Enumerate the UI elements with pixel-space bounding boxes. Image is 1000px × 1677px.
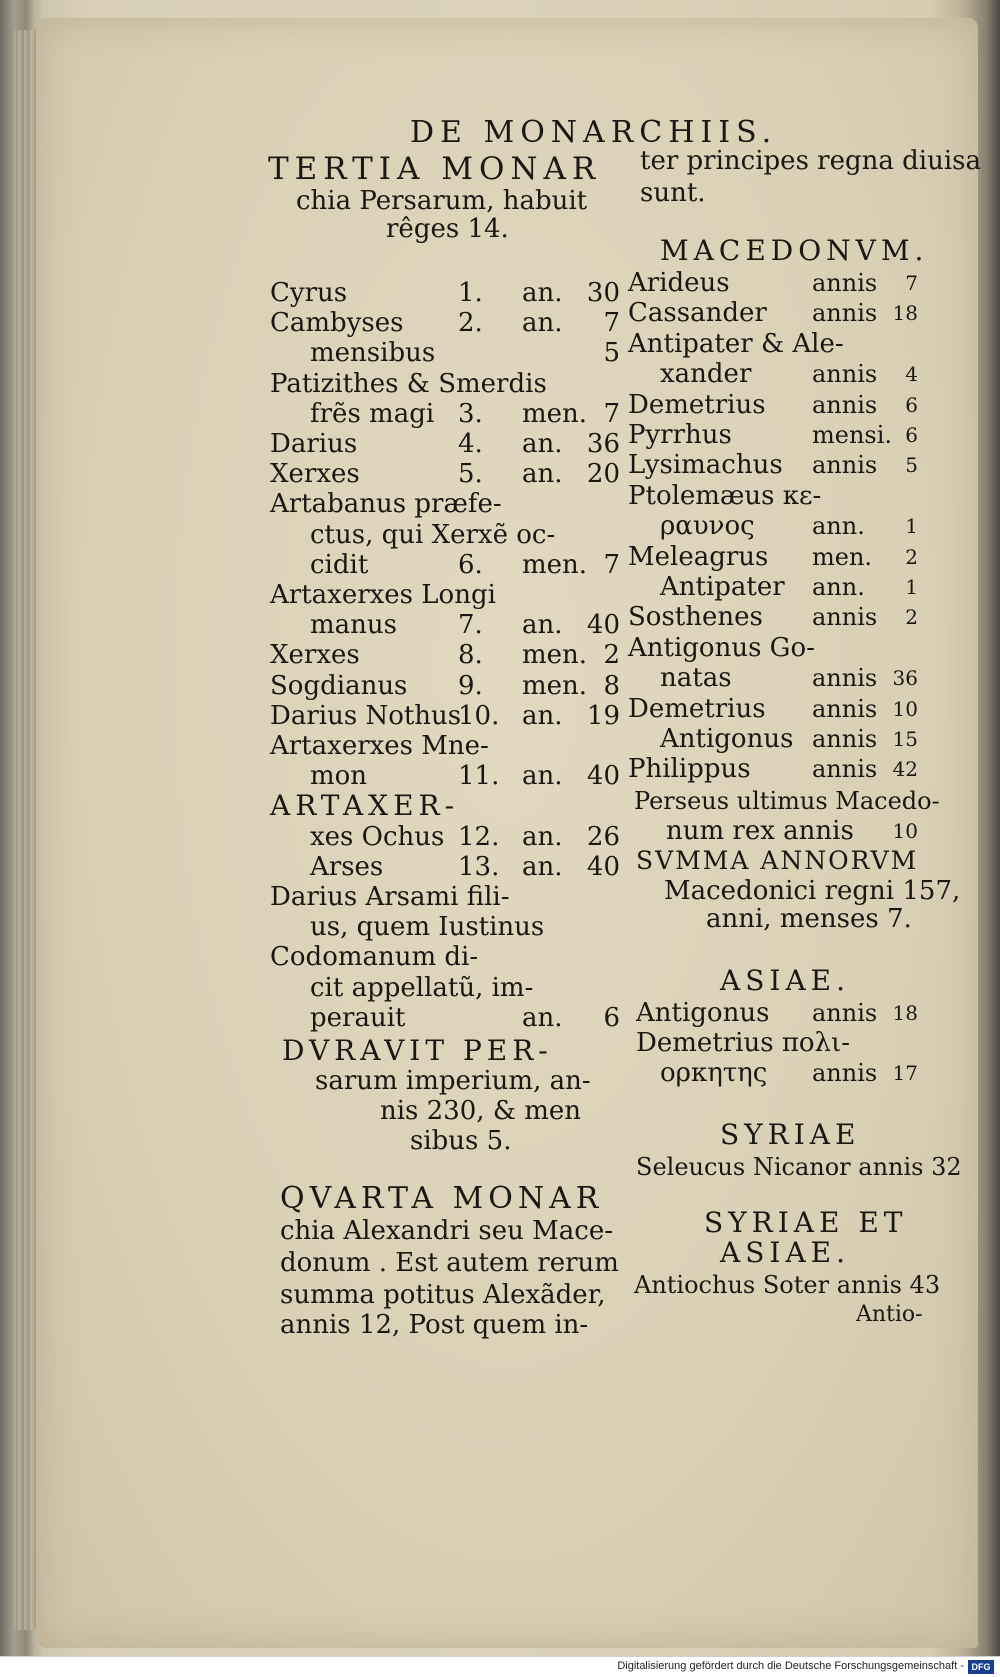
macedonian-king-unit: annis xyxy=(812,664,878,693)
persian-king-name: Artaxerxes Mne- xyxy=(270,731,489,761)
macedonian-king-value: 1 xyxy=(905,575,918,599)
macedonian-king-unit: annis xyxy=(812,725,878,753)
asiae-king-name: ορκητης xyxy=(660,1058,768,1088)
macedonian-king-value: 36 xyxy=(892,666,918,691)
macedonian-king-name: Antipater & Ale- xyxy=(628,328,844,359)
macedonian-king-name: Antigonus Go- xyxy=(628,632,815,663)
persian-king-value: 26 xyxy=(586,821,620,852)
persian-king-name: mensibus xyxy=(310,338,436,369)
macedonian-king-unit: ann. xyxy=(812,573,865,601)
persian-king-unit: an. xyxy=(522,459,563,490)
macedonian-king-value: 1 xyxy=(905,514,918,539)
macedonian-king-value: 7 xyxy=(905,271,918,295)
heading-syriae-et-line2: ASIAE. xyxy=(720,1236,851,1269)
persian-king-unit: an. xyxy=(522,610,563,641)
persian-king-ordinal: 2. xyxy=(458,308,483,339)
persian-king-value: 7 xyxy=(603,549,620,580)
persian-king-name: Darius xyxy=(270,429,358,459)
macedonian-king-name: xander xyxy=(660,359,752,390)
persian-king-value: 36 xyxy=(586,429,620,459)
persian-king-value: 20 xyxy=(586,459,620,490)
quarta-line1: QVARTA MONAR xyxy=(280,1181,604,1216)
durauit-line3: nis 230, & men xyxy=(380,1096,582,1126)
heading-asiae: ASIAE. xyxy=(720,964,851,997)
persian-king-unit: an. xyxy=(522,761,563,792)
persian-king-value: 19 xyxy=(586,700,620,731)
persian-king-name: Artaxerxes Longi xyxy=(270,580,496,610)
persian-king-ordinal: 1. xyxy=(458,278,483,308)
quarta-line2: chia Alexandri seu Mace- xyxy=(280,1216,614,1246)
persian-king-ordinal: 13. xyxy=(458,851,500,882)
syriae-row: Seleucus Nicanor annis 32 xyxy=(636,1153,962,1181)
heading-tertia-line2: chia Persarum, habuit xyxy=(296,186,588,216)
right-top-line2: sunt. xyxy=(640,178,706,208)
persian-king-ordinal: 11. xyxy=(458,761,500,792)
persian-king-name: Cyrus xyxy=(270,278,348,308)
persian-king-value: 30 xyxy=(586,278,620,308)
persian-king-name: cit appellatũ, im- xyxy=(310,972,534,1003)
persian-king-unit: an. xyxy=(522,429,563,459)
heading-macedonum: MACEDONVM. xyxy=(660,234,929,267)
perseus-years: 10 xyxy=(892,819,918,843)
persian-king-name: frẽs magi xyxy=(310,398,435,429)
persian-king-value: 8 xyxy=(603,670,620,701)
persian-king-value: 5 xyxy=(603,338,620,369)
book-page-edges xyxy=(14,30,40,1630)
persian-king-value: 7 xyxy=(603,308,620,339)
persian-king-ordinal: 6. xyxy=(458,549,483,580)
summa-line3: anni, menses 7. xyxy=(706,904,912,934)
persian-king-name: Xerxes xyxy=(270,459,360,490)
persian-king-ordinal: 4. xyxy=(458,429,483,459)
macedonian-king-name: Demetrius xyxy=(628,693,766,724)
macedonian-king-unit: ann. xyxy=(812,512,865,541)
macedonian-king-name: Ptolemæus κε- xyxy=(628,480,822,511)
macedonian-king-value: 18 xyxy=(892,301,918,326)
heading-tertia-line3: rêges 14. xyxy=(386,214,509,244)
perseus-line2: num rex annis xyxy=(666,816,854,846)
macedonian-king-unit: annis xyxy=(812,694,878,723)
persian-king-ordinal: 7. xyxy=(458,610,483,641)
macedonian-king-name: ραυνος xyxy=(660,511,755,542)
persian-king-unit: men. xyxy=(522,549,588,580)
persian-king-unit: men. xyxy=(522,670,588,701)
macedonian-king-unit: annis xyxy=(812,299,878,328)
persian-king-name: Arses xyxy=(310,851,384,882)
persian-king-unit: an. xyxy=(522,851,563,882)
persian-king-unit: an. xyxy=(522,700,563,731)
persian-king-value: 40 xyxy=(586,761,620,792)
asiae-king-value: 18 xyxy=(892,1001,918,1025)
footer-credit: Digitalisierung gefördert durch die Deutsche Forschungsgemeinschaft - xyxy=(617,1660,964,1672)
persian-king-name: Codomanum di- xyxy=(270,942,479,973)
persian-king-name: Darius Arsami fili- xyxy=(270,882,510,912)
macedonian-king-unit: annis xyxy=(812,269,878,297)
quarta-line4: summa potitus Alexãder, xyxy=(280,1280,606,1310)
perseus-line1: Perseus ultimus Macedo- xyxy=(634,787,940,815)
macedonian-king-value: 15 xyxy=(892,727,918,751)
persian-king-value: 40 xyxy=(586,851,620,882)
durauit-line2: sarum imperium, an- xyxy=(315,1066,591,1096)
digitization-footer xyxy=(0,1656,1000,1677)
persian-king-unit: an. xyxy=(522,1002,563,1033)
macedonian-king-unit: mensi. xyxy=(812,421,893,449)
persian-king-name: xes Ochus xyxy=(310,821,445,852)
macedonian-king-name: Pyrrhus xyxy=(628,420,732,450)
macedonian-king-name: Philippus xyxy=(628,754,751,785)
catchword: Antio- xyxy=(856,1302,923,1327)
macedonian-king-name: Arideus xyxy=(628,268,730,298)
macedonian-king-unit: annis xyxy=(812,390,878,419)
right-top-line1: ter principes regna diuisa xyxy=(640,146,982,176)
macedonian-king-name: Sosthenes xyxy=(628,602,763,633)
persian-king-unit: an. xyxy=(522,821,563,852)
persian-king-name: manus xyxy=(310,610,397,641)
macedonian-king-name: natas xyxy=(660,663,732,694)
running-head: DE MONARCHIIS. xyxy=(410,115,778,150)
macedonian-king-unit: men. xyxy=(812,542,873,571)
macedonian-king-value: 2 xyxy=(905,605,918,630)
macedonian-king-value: 6 xyxy=(905,392,918,417)
asiae-king-name: Antigonus xyxy=(636,998,770,1028)
persian-king-unit: an. xyxy=(522,278,563,308)
persian-king-unit: men. xyxy=(522,640,588,671)
summa-line1: SVMMA ANNORVM xyxy=(636,846,919,875)
dfg-logo-icon: DFG xyxy=(968,1660,994,1674)
summa-line2: Macedonici regni 157, xyxy=(664,876,961,906)
macedonian-king-value: 6 xyxy=(905,423,918,447)
persian-king-ordinal: 5. xyxy=(458,459,483,490)
macedonian-king-name: Lysimachus xyxy=(628,450,783,481)
persian-king-ordinal: 12. xyxy=(458,821,500,852)
heading-syriae: SYRIAE xyxy=(720,1118,861,1151)
persian-king-ordinal: 10. xyxy=(458,700,500,731)
macedonian-king-name: Antipater xyxy=(660,572,785,602)
persian-king-name: Darius Nothus xyxy=(270,700,462,731)
macedonian-king-unit: annis xyxy=(812,360,878,389)
persian-king-name: ARTAXER- xyxy=(270,789,460,823)
persian-king-name: Xerxes xyxy=(270,640,360,671)
persian-king-name: Sogdianus xyxy=(270,670,408,701)
persian-king-value: 2 xyxy=(603,640,620,671)
antiochus-row: Antiochus Soter annis 43 xyxy=(634,1271,941,1299)
persian-king-ordinal: 3. xyxy=(458,398,483,429)
persian-king-name: us, quem Iustinus xyxy=(310,912,545,943)
persian-king-name: cidit xyxy=(310,549,369,580)
macedonian-king-name: Cassander xyxy=(628,298,767,329)
persian-king-ordinal: 9. xyxy=(458,670,483,701)
persian-king-name: mon xyxy=(310,761,368,792)
macedonian-king-value: 2 xyxy=(905,544,918,569)
macedonian-king-unit: annis xyxy=(812,603,878,632)
persian-king-name: ctus, qui Xerxẽ oc- xyxy=(310,519,556,550)
heading-syriae-et-line1: SYRIAE ET xyxy=(704,1206,908,1239)
macedonian-king-name: Demetrius xyxy=(628,389,766,420)
heading-tertia-line1: TERTIA MONAR xyxy=(268,151,602,187)
macedonian-king-value: 10 xyxy=(892,696,918,721)
durauit-line1: DVRAVIT PER- xyxy=(282,1034,553,1067)
macedonian-king-unit: annis xyxy=(812,755,878,784)
persian-king-name: Patizithes & Smerdis xyxy=(270,368,547,399)
persian-king-value: 7 xyxy=(603,398,620,429)
quarta-line3: donum . Est autem rerum xyxy=(280,1248,619,1278)
macedonian-king-value: 42 xyxy=(892,757,918,782)
persian-king-value: 6 xyxy=(603,1002,620,1033)
asiae-king-unit: annis xyxy=(812,999,878,1027)
persian-king-name: Cambyses xyxy=(270,308,404,339)
persian-king-value: 40 xyxy=(586,610,620,641)
macedonian-king-unit: annis xyxy=(812,451,878,480)
asiae-king-value: 17 xyxy=(892,1061,918,1085)
macedonian-king-name: Antigonus xyxy=(660,724,794,754)
asiae-king-name: Demetrius πολι- xyxy=(636,1028,851,1058)
asiae-king-unit: annis xyxy=(812,1059,878,1087)
persian-king-ordinal: 8. xyxy=(458,640,483,671)
quarta-line5: annis 12, Post quem in- xyxy=(280,1310,589,1340)
macedonian-king-name: Meleagrus xyxy=(628,541,769,572)
macedonian-king-value: 4 xyxy=(905,362,918,387)
durauit-line4: sibus 5. xyxy=(410,1126,512,1156)
persian-king-unit: an. xyxy=(522,308,563,339)
persian-king-name: Artabanus præfe- xyxy=(270,489,502,520)
persian-king-name: perauit xyxy=(310,1002,406,1033)
macedonian-king-value: 5 xyxy=(905,453,918,478)
persian-king-unit: men. xyxy=(522,398,588,429)
